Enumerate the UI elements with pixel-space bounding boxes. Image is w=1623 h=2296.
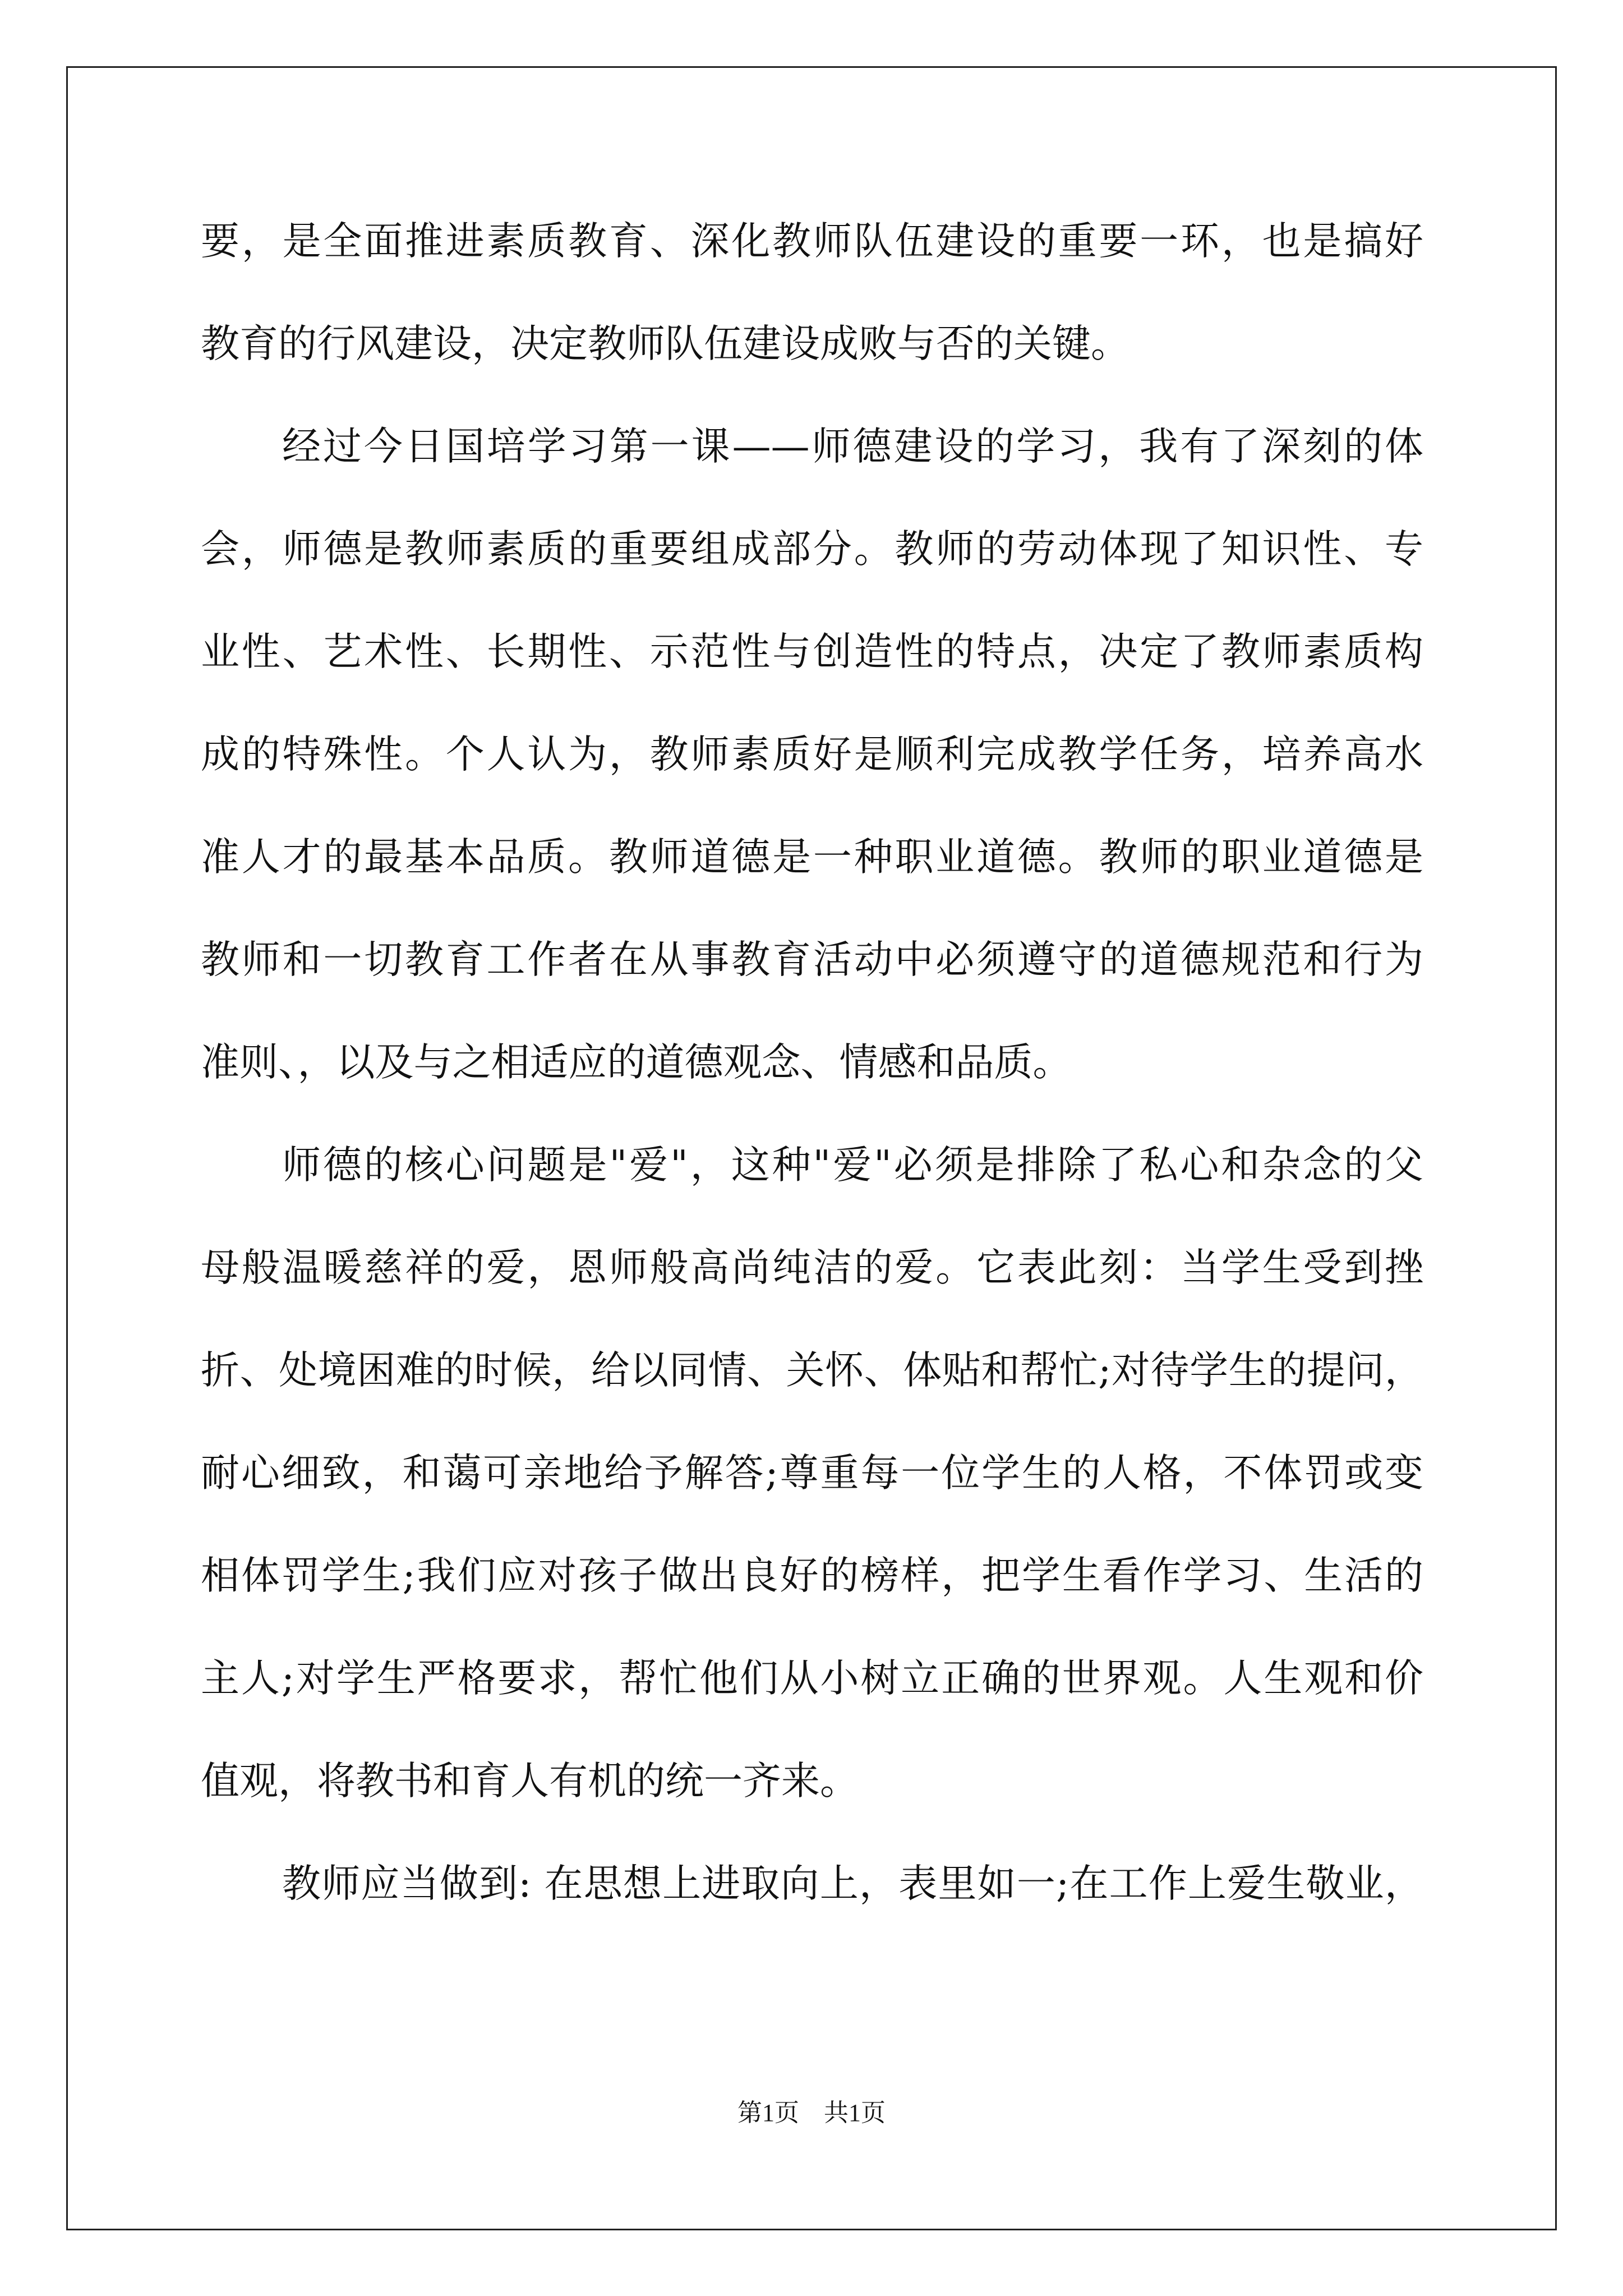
body-line: 主人;对学生严格要求，帮忙他们从小树立正确的世界观。人生观和价 (201, 1656, 1423, 1701)
body-line: 教育的行风建设，决定教师队伍建设成败与否的关键。 (201, 321, 1129, 366)
paragraph-first-line: 教师应当做到: 在思想上进取向上，表里如一;在工作上爱生敬业， (282, 1861, 1423, 1906)
page-number-footer: 第1页 共1页 (737, 2099, 886, 2127)
body-line: 业性、艺术性、长期性、示范性与创造性的特点，决定了教师素质构 (201, 629, 1423, 674)
body-line: 教师和一切教育工作者在从事教育活动中必须遵守的道德规范和行为 (201, 937, 1423, 982)
paragraph-first-line: 经过今日国培学习第一课——师德建设的学习，我有了深刻的体 (282, 424, 1423, 469)
body-line: 折、处境困难的时候，给以同情、关怀、体贴和帮忙;对待学生的提问， (201, 1348, 1423, 1393)
paragraph-first-line: 师德的核心问题是"爱"，这种"爱"必须是排除了私心和杂念的父 (282, 1143, 1423, 1188)
body-line: 会，师德是教师素质的重要组成部分。教师的劳动体现了知识性、专 (201, 527, 1423, 572)
body-line: 准则、，以及与之相适应的道德观念、情感和品质。 (201, 1040, 1072, 1085)
body-line: 耐心细致，和蔼可亲地给予解答;尊重每一位学生的人格，不体罚或变 (201, 1451, 1423, 1496)
body-line: 成的特殊性。个人认为，教师素质好是顺利完成教学任务，培养高水 (201, 732, 1423, 777)
body-line: 准人才的最基本品质。教师道德是一种职业道德。教师的职业道德是 (201, 835, 1423, 880)
body-line: 要，是全面推进素质教育、深化教师队伍建设的重要一环，也是搞好 (201, 219, 1423, 264)
body-line: 相体罚学生;我们应对孩子做出良好的榜样，把学生看作学习、生活的 (201, 1553, 1423, 1598)
body-line: 母般温暖慈祥的爱，恩师般高尚纯洁的爱。它表此刻：当学生受到挫 (201, 1245, 1423, 1290)
body-line: 值观，将教书和育人有机的统一齐来。 (201, 1759, 859, 1803)
